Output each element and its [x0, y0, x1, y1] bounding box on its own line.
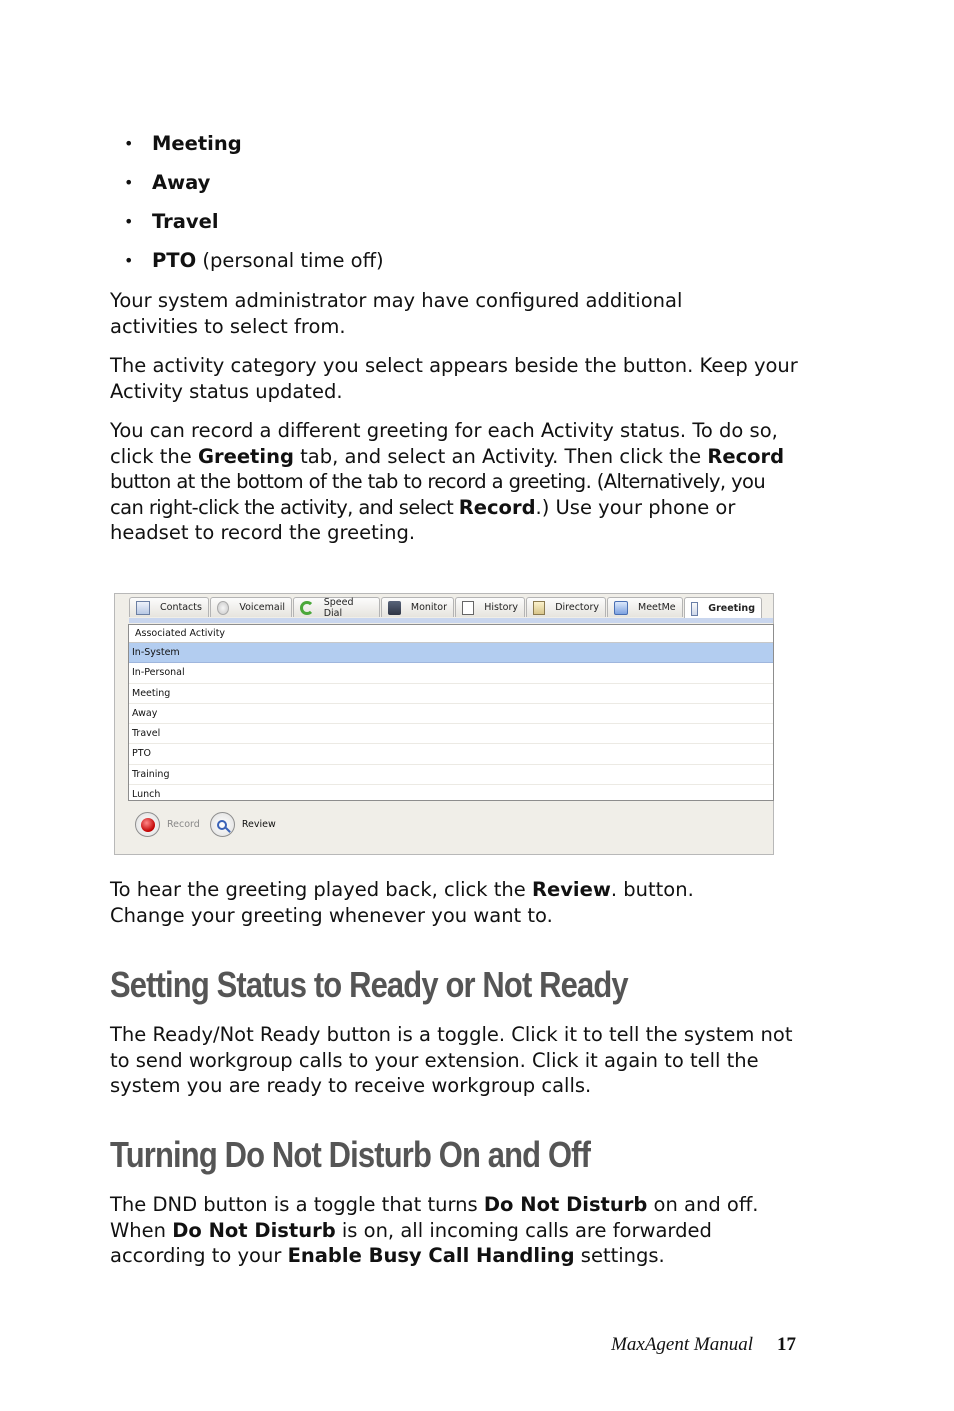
tab-monitor[interactable]: Monitor [381, 597, 454, 617]
speed-dial-icon [300, 601, 314, 615]
record-icon [135, 812, 160, 837]
tab-directory[interactable]: Directory [526, 597, 606, 617]
greeting-tab-screenshot [114, 593, 774, 855]
list-item[interactable]: Training [129, 765, 773, 785]
tab-strip [129, 597, 763, 619]
tab-greeting[interactable]: Greeting [684, 597, 762, 619]
bullet-item: • PTO (personal time off) [110, 247, 384, 286]
manual-title: MaxAgent Manual [611, 1334, 753, 1355]
greeting-icon [691, 602, 698, 616]
paragraph-record-greeting: You can record a different greeting for each Activity status. To do so, click the Greeting tab, and select an Activity. Then click the Record button at the bottom of the tab to record a greeting. (Alternatively, you can right-click the activity, and select Record.) Use your phone or headset to record the greeting. [110, 419, 785, 544]
bullet-item: • Away [110, 169, 384, 208]
record-button[interactable]: Record [135, 812, 200, 837]
greeting-button-bar [135, 812, 286, 837]
tab-history[interactable]: History [455, 597, 525, 617]
heading-do-not-disturb: Turning Do Not Disturb On and Off [110, 1134, 591, 1175]
paragraph-activity-category: The activity category you select appears beside the button. Keep your Activity status updated. [110, 354, 798, 403]
heading-ready-status: Setting Status to Ready or Not Ready [110, 964, 628, 1005]
list-item[interactable]: PTO [129, 744, 773, 764]
review-button[interactable]: Review [210, 812, 276, 837]
history-icon [462, 601, 474, 615]
list-item[interactable]: In-Personal [129, 663, 773, 683]
list-item[interactable]: Away [129, 704, 773, 724]
tab-meetme[interactable]: MeetMe [607, 597, 683, 617]
meetme-icon [614, 601, 628, 615]
voicemail-icon [217, 601, 229, 615]
column-header-associated-activity[interactable]: Associated Activity [129, 625, 773, 643]
page-footer [611, 1334, 796, 1356]
list-item[interactable]: Travel [129, 724, 773, 744]
page-number: 17 [777, 1334, 796, 1355]
paragraph-additional-activities: Your system administrator may have configured additional activities to select from. [110, 289, 683, 338]
list-item[interactable]: Lunch [129, 785, 773, 801]
monitor-icon [388, 601, 401, 615]
contacts-icon [136, 601, 150, 615]
tab-contacts[interactable]: Contacts [129, 597, 209, 617]
bullet-item: • Travel [110, 208, 384, 247]
tab-underline [129, 618, 773, 623]
paragraph-ready-toggle: The Ready/Not Ready button is a toggle. Click it to tell the system not to send workgroup calls to your extension. Click it again to tell the system you are ready to receive workgroup calls. [110, 1023, 793, 1097]
paragraph-dnd-toggle: The DND button is a toggle that turns Do Not Disturb on and off. When Do Not Disturb is on, all incoming calls are forwarded according to your Enable Busy Call Handling settings. [110, 1193, 759, 1267]
tab-voicemail[interactable]: Voicemail [210, 597, 292, 617]
directory-icon [533, 601, 545, 615]
activity-list[interactable] [128, 624, 774, 801]
activity-bullet-list [110, 130, 384, 286]
list-item[interactable]: Meeting [129, 684, 773, 704]
magnifier-icon [210, 812, 235, 837]
bullet-item: • Meeting [110, 130, 384, 169]
tab-speed-dial[interactable]: Speed Dial [293, 597, 380, 617]
list-item[interactable]: In-System [129, 643, 773, 663]
paragraph-review-greeting: To hear the greeting played back, click the Review. button. Change your greeting whenever you want to. [110, 878, 694, 927]
